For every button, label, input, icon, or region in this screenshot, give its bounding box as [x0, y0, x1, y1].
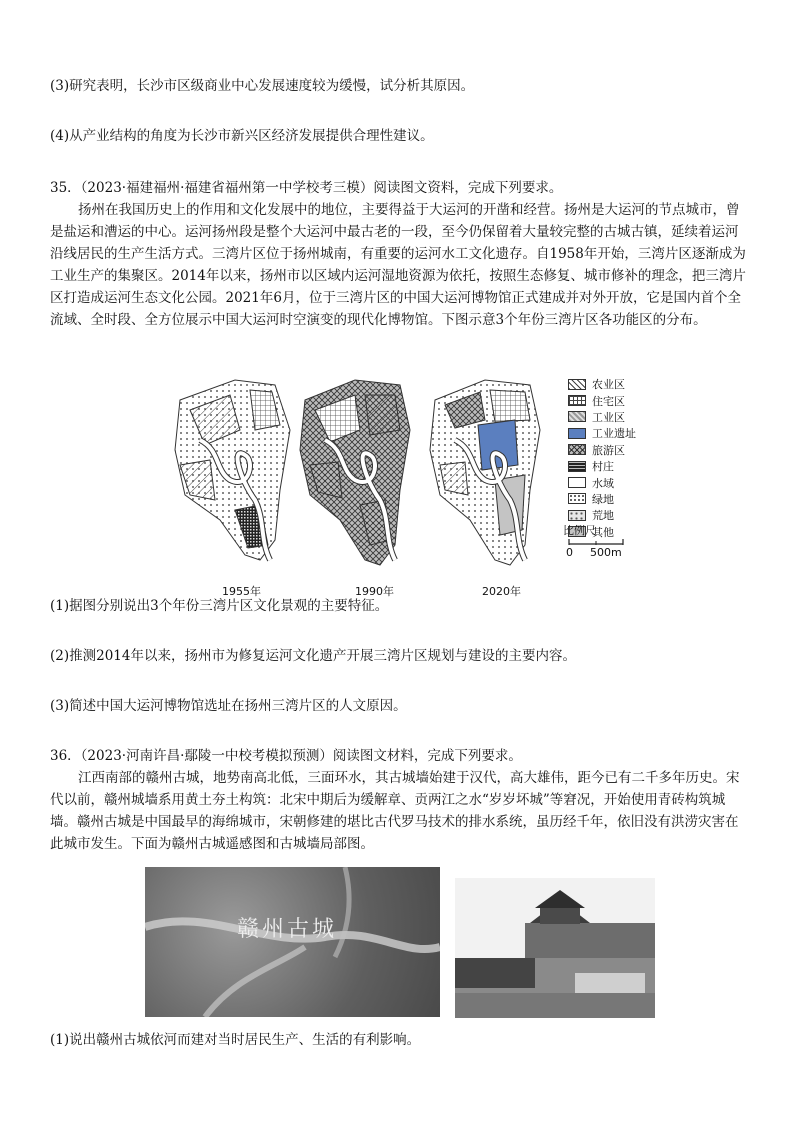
q35-header: 35．（2023·福建福州·福建省福州第一中学校考三模）阅读图文资料，完成下列要求。 — [50, 180, 563, 196]
legend-item — [568, 458, 636, 474]
map-1955 — [175, 380, 290, 560]
legend-swatch — [568, 461, 586, 472]
q34-sub3: (3)研究表明，长沙市区级商业中心发展速度较为缓慢，试分析其原因。 — [50, 78, 475, 94]
legend-swatch — [568, 411, 586, 422]
legend-label: 水域 — [592, 476, 614, 490]
map-year-1990: 1990年 — [355, 585, 394, 598]
legend-label: 工业区 — [592, 410, 625, 424]
ganzhou-remote-sensing-image — [145, 867, 440, 1017]
scale-bar — [568, 538, 628, 546]
legend-item — [568, 409, 636, 425]
legend-swatch — [568, 428, 586, 439]
legend-item — [568, 491, 636, 507]
q35-sub2: (2)推测2014年以来，扬州市为修复运河文化遗产开展三湾片区规划与建设的主要内容。 — [50, 648, 576, 664]
q36-sub1: (1)说出赣州古城依河而建对当时居民生产、生活的有利影响。 — [50, 1032, 421, 1048]
map-legend — [568, 376, 636, 540]
legend-item — [568, 425, 636, 441]
city-wall-photo — [455, 878, 655, 1018]
legend-label: 绿地 — [592, 492, 614, 506]
legend-swatch — [568, 395, 586, 406]
q35-paragraph: 扬州在我国历史上的作用和文化发展中的地位，主要得益于大运河的开凿和经营。扬州是大运河的节点城市，曾是盐运和漕运的中心。运河扬州段是整个大运河中最古老的一段，至今仍保留着大量较完整的古城古镇，延续着运河沿线居民的生产生活方式。三湾片区位于扬州城南，有重要的运河水工文化遗存。自1958年开始，三湾片区逐渐成为工业生产的集聚区。2014年以来，扬州市以区域内运河湿地资源为依托，按照生态修复、城市修补的理念，把三湾片区打造成运河生态文化公园。2021年6月，位于三湾片区的中国大运河博物馆正式建成并对外开放，它是国内首个全流域、全时段、全方位展示中国大运河时空演变的现代化博物馆。下图示意3个年份三湾片区各功能区的分布。 — [50, 202, 746, 328]
scale-value: 500m — [590, 546, 622, 559]
legend-label: 村庄 — [592, 460, 614, 474]
legend-label: 工业遗址 — [592, 427, 636, 441]
legend-label: 其他 — [592, 525, 614, 539]
legend-swatch — [568, 477, 586, 488]
map-year-1955: 1955年 — [222, 585, 261, 598]
legend-item — [568, 474, 636, 490]
scale-title: 比例尺 — [563, 524, 596, 537]
legend-label: 农业区 — [592, 378, 625, 392]
q36-header: 36．（2023·河南许昌·鄢陵一中校考模拟预测）阅读图文材料，完成下列要求。 — [50, 748, 522, 764]
scale-zero: 0 — [566, 546, 573, 559]
legend-swatch — [568, 444, 586, 455]
map-year-2020: 2020年 — [482, 585, 521, 598]
legend-label: 住宅区 — [592, 394, 625, 408]
legend-swatch — [568, 493, 586, 504]
map-1990 — [300, 380, 410, 565]
q35-sub3: (3)简述中国大运河博物馆选址在扬州三湾片区的人文原因。 — [50, 698, 407, 714]
map-2020 — [430, 380, 540, 565]
q36-paragraph: 江西南部的赣州古城，地势南高北低，三面环水，其古城墙始建于汉代，高大雄伟，距今已有二千多年历史。宋代以前，赣州城墙系用黄土夯土构筑：北宋中期后为缓解章、贡两江之水“岁岁坏城”等窘况，开始使用青砖构筑城墙。赣州古城是中国最早的海绵城市，宋朝修建的堪比古代罗马技术的排水系统，虽历经千年，依旧没有洪涝灾害在此城市发生。下面为赣州古城遥感图和古城墙局部图。 — [50, 770, 740, 852]
legend-swatch — [568, 379, 586, 390]
sanwan-function-zone-map — [160, 370, 570, 585]
legend-label: 旅游区 — [592, 443, 625, 457]
legend-swatch — [568, 510, 586, 521]
legend-item — [568, 442, 636, 458]
legend-label: 荒地 — [592, 509, 614, 523]
q35-sub1: (1)据图分别说出3个年份三湾片区文化景观的主要特征。 — [50, 598, 389, 614]
ganzhou-label: 赣州古城 — [237, 917, 338, 942]
q34-sub4: (4)从产业结构的角度为长沙市新兴区经济发展提供合理性建议。 — [50, 128, 434, 144]
legend-item — [568, 376, 636, 392]
legend-item — [568, 392, 636, 408]
